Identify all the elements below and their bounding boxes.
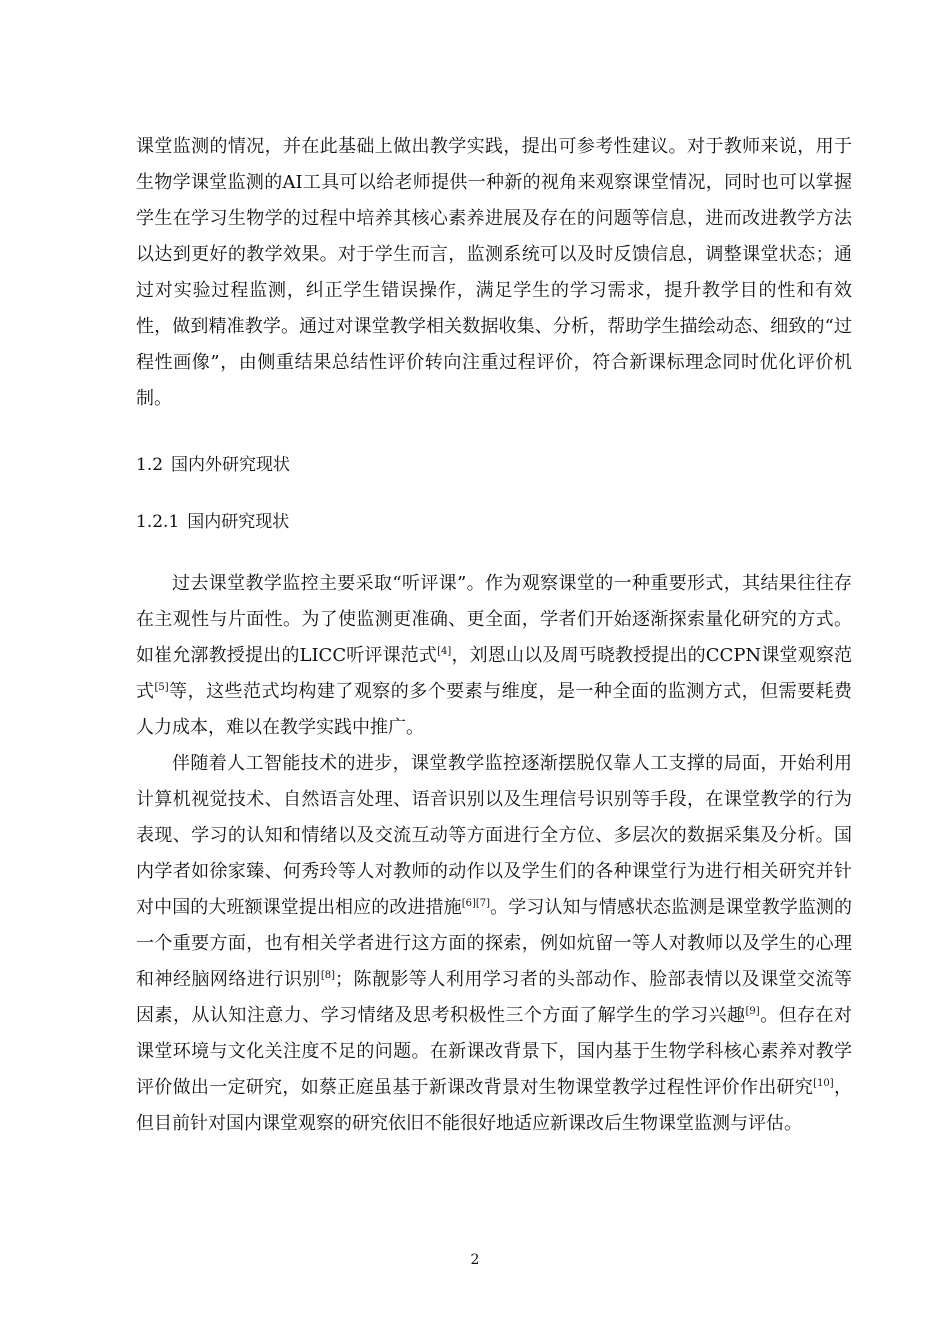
citation-ref: [8] [320,970,335,981]
paragraph-significance: 课堂监测的情况，并在此基础上做出教学实践，提出可参考性建议。对于教师来说，用于生物学课堂监测的AI工具可以给老师提供一种新的视角来观察课堂情况，同时也可以掌握学生在学习生物学的过程中培养其核心素养进展及存在的问题等信息，进而改进教学方法以达到更好的教学效果。对于学生而言，监测系统可以及时反馈信息，调整课堂状态；通过对实验过程监测，纠正学生错误操作，满足学生的学习需求，提升教学目的性和有效性，做到精准教学。通过对课堂教学相关数据收集、分析，帮助学生描绘动态、细致的“过程性画像”，由侧重结果总结性评价转向注重过程评价，符合新课标理念同时优化评价机制。 [136,136,852,409]
paragraph-text: 等，这些范式均构建了观察的多个要素与维度，是一种全面的监测方式，但需要耗费人力成本，难以在教学实践中推广。 [136,681,853,738]
citation-ref: [10] [813,1078,834,1089]
section-heading-1-2 [136,450,852,480]
section-title: 国内外研究现状 [171,455,291,475]
citation-ref: [6][7] [461,898,491,909]
paragraph-text: 伴随着人工智能技术的进步，课堂教学监控逐渐摆脱仅靠人工支撑的局面，开始利用计算机视觉技术、自然语言处理、语音识别以及生理信号识别等手段，在课堂教学的行为表现、学习的认知和情绪以及交流互动等方面进行全方位、多层次的数据采集及分析。国内学者如徐家臻、何秀玲等人对教师的动作以及学生们的各种课堂行为进行相关研究并针对中国的大班额课堂提出相应的改进措施 [136,753,852,918]
paragraph-text: 过去课堂教学监控主要采取“听评课”。作为观察课堂的一种重要形式，其结果往往存在主观性与片面性。为了使监测更准确、更全面，学者们开始逐渐探索量化研究的方式。如崔允漷教授提出的LICC听评课范式 [136,573,852,666]
paragraph-text: ，但目前针对国内课堂观察的研究依旧不能很好地适应新课改后生物课堂监测与评估。 [136,1077,853,1134]
paragraph-text: ，刘恩山以及周丐晓教授提出的CCPN课堂观察范式 [136,645,853,702]
section-heading-1-2-1 [136,507,852,537]
citation-ref: [4] [437,646,452,657]
paragraph-text: 。学习认知与情感状态监测是课堂教学监测的一个重要方面，也有相关学者进行这方面的探索，例如炕留一等人对教师以及学生的心理和神经脑网络进行识别 [136,897,853,990]
citation-ref: [5] [154,682,169,693]
body-text-block [136,566,852,1142]
paragraph-traditional-observation [136,566,852,746]
page-number: 2 [470,1252,480,1268]
paragraph-ai-monitoring [136,746,852,1142]
citation-ref: [9] [745,1006,760,1017]
paragraph-text: ；陈靓影等人利用学习者的头部动作、脸部表情以及课堂交流等因素，从认知注意力、学习情绪及思考积极性三个方面了解学生的学习兴趣 [136,969,853,1026]
paragraph-text: 。但存在对课堂环境与文化关注度不足的问题。在新课改背景下，国内基于生物学科核心素养对教学评价做出一定研究，如蔡正庭虽基于新课改背景对生物课堂教学过程性评价作出研究 [136,1005,853,1098]
subsection-number: 1.2.1 [136,512,180,532]
section-number: 1.2 [136,455,164,475]
subsection-title: 国内研究现状 [187,512,290,532]
body-text-block [136,129,852,417]
